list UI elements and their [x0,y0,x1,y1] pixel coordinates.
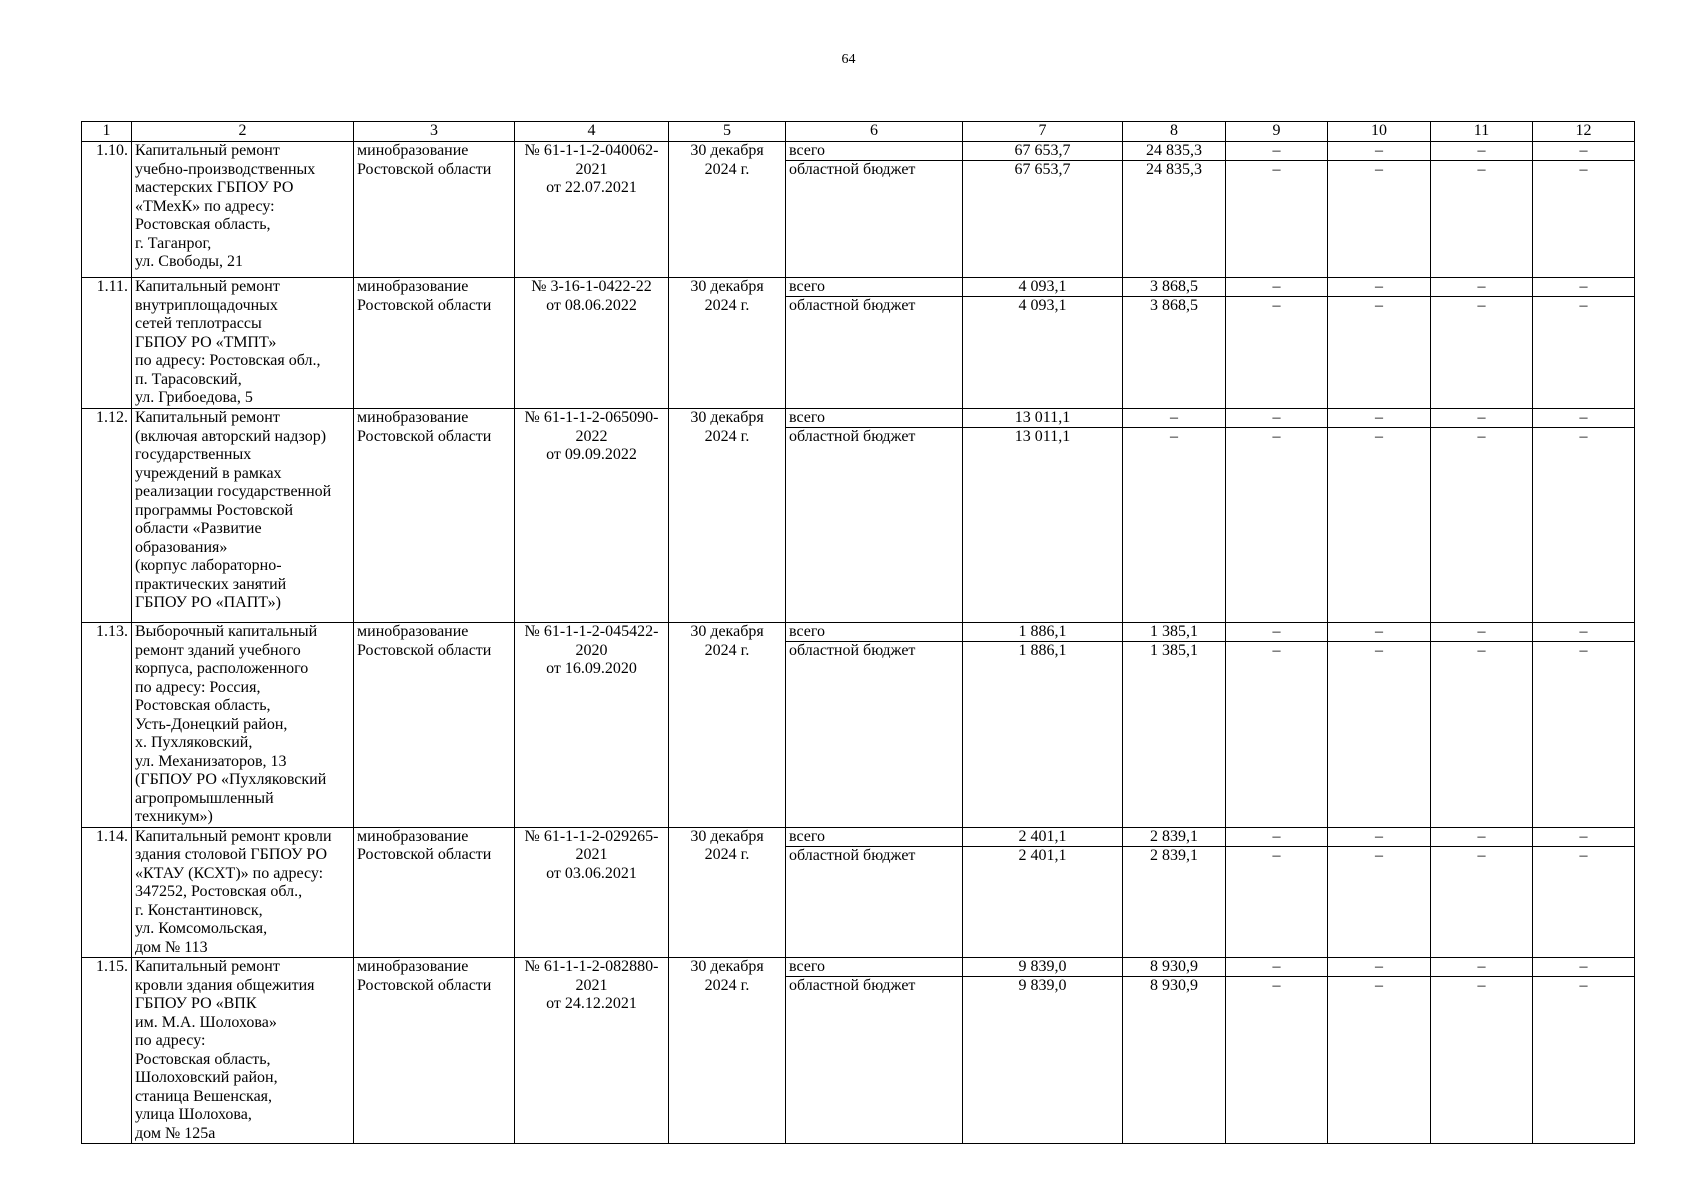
value-cell-c9 [1226,142,1328,278]
row-number: 1.13. [82,623,132,828]
value-c11-regional: – [1477,161,1486,178]
agency: минобразование Ростовской области [354,142,515,278]
header-cell: 4 [515,122,669,142]
value-c9-total: – [1226,958,1327,977]
value-cell-c9 [1226,409,1328,623]
value-c12-total: – [1533,828,1634,847]
value-cell-c12 [1533,278,1635,409]
table-row [82,409,1635,623]
value-cell-c12 [1533,827,1635,958]
value-c8-regional: – [1170,428,1178,445]
value-c11-regional: – [1477,297,1486,314]
header-cell: 3 [354,122,515,142]
row-number: 1.10. [82,142,132,278]
value-cell-c11 [1431,623,1533,828]
value-cell-c8 [1123,958,1226,1144]
deadline: 30 декабря 2024 г. [669,409,786,623]
value-cell-c7 [963,958,1123,1144]
value-cell-c8 [1123,409,1226,623]
expert-conclusion: № 61-1-1-2-045422- 2020 от 16.09.2020 [515,623,669,828]
agency: минобразование Ростовской области [354,958,515,1144]
header-cell: 6 [786,122,963,142]
header-cell: 10 [1328,122,1431,142]
table-row [82,958,1635,1144]
value-cell-c12 [1533,623,1635,828]
value-c10-regional: – [1375,977,1383,994]
value-c10-total: – [1328,142,1430,161]
funding-sources [786,827,963,958]
value-cell-c9 [1226,827,1328,958]
header-cell: 12 [1533,122,1635,142]
value-cell-c12 [1533,958,1635,1144]
value-cell-c7 [963,623,1123,828]
value-cell-c8 [1123,142,1226,278]
value-c10-regional: – [1375,846,1383,864]
expert-conclusion: № 61-1-1-2-029265- 2021 от 03.06.2021 [515,827,669,958]
value-c9-regional: – [1272,846,1281,864]
header-cell: 7 [963,122,1123,142]
value-c10-regional: – [1375,161,1383,178]
value-c8-total: 24 835,3 [1123,142,1225,161]
object-name: Капитальный ремонт кровли здания общежития ГБПОУ РО «ВПК им. М.А. Шолохова» по адресу: Ростовская область, Шолоховский район, станица Вешенская, улица Шолохова, дом № 125а [132,958,354,1144]
value-c7-regional: 13 011,1 [1014,428,1071,445]
value-c10-regional: – [1375,642,1383,659]
value-cell-c7 [963,278,1123,409]
value-c7-total: 2 401,1 [963,828,1122,847]
value-cell-c12 [1533,409,1635,623]
row-number: 1.11. [82,278,132,409]
value-c11-total: – [1431,623,1532,642]
value-c7-regional: 1 886,1 [1018,642,1067,659]
value-c12-total: – [1533,958,1634,977]
header-cell: 11 [1431,122,1533,142]
value-c10-total: – [1328,828,1430,847]
value-cell-c12 [1533,142,1635,278]
value-c11-total: – [1431,409,1532,428]
value-c12-total: – [1533,409,1634,428]
value-c8-total: 3 868,5 [1123,278,1225,297]
value-c11-total: – [1431,142,1532,161]
value-c8-total: 2 839,1 [1123,828,1225,847]
value-c7-regional: 4 093,1 [1018,297,1067,314]
value-cell-c8 [1123,623,1226,828]
value-c8-regional: 8 930,9 [1150,977,1198,994]
value-c8-regional: 2 839,1 [1150,846,1198,864]
header-cell: 2 [132,122,354,142]
value-c10-total: – [1328,409,1430,428]
value-c7-total: 1 886,1 [963,623,1122,642]
source-regional-budget: областной бюджет [789,642,916,659]
value-c9-total: – [1226,278,1327,297]
value-c8-total: 1 385,1 [1123,623,1225,642]
table-header-row [82,122,1635,142]
table-row [82,623,1635,828]
value-c10-total: – [1328,958,1430,977]
value-c9-total: – [1226,623,1327,642]
value-c12-total: – [1533,142,1634,161]
object-name: Выборочный капитальный ремонт зданий учебного корпуса, расположенного по адресу: Россия, Ростовская область, Усть-Донецкий район, х. Пухляковский, ул. Механизаторов, 13 (ГБПОУ РО «Пухляковский агропромышленный техникум») [132,623,354,828]
source-total: всего [786,828,962,847]
agency: минобразование Ростовской области [354,827,515,958]
value-c11-regional: – [1477,642,1486,659]
expert-conclusion: № 61-1-1-2-040062- 2021 от 22.07.2021 [515,142,669,278]
object-name: Капитальный ремонт кровли здания столовой ГБПОУ РО «КТАУ (КСХТ)» по адресу: 347252, Ростовская обл., г. Константиновск, ул. Комсомольская, дом № 113 [132,827,354,958]
value-c12-regional: – [1579,846,1588,864]
value-c7-regional: 2 401,1 [1018,846,1067,864]
value-c9-regional: – [1272,161,1281,178]
value-c8-regional: 24 835,3 [1146,161,1202,178]
value-c11-total: – [1431,278,1532,297]
value-cell-c11 [1431,827,1533,958]
deadline: 30 декабря 2024 г. [669,958,786,1144]
value-c11-regional: – [1477,977,1486,994]
value-cell-c7 [963,827,1123,958]
value-c8-regional: 1 385,1 [1150,642,1198,659]
value-c10-total: – [1328,623,1430,642]
expert-conclusion: № 3-16-1-0422-22 от 08.06.2022 [515,278,669,409]
value-cell-c11 [1431,409,1533,623]
value-c7-total: 4 093,1 [963,278,1122,297]
agency: минобразование Ростовской области [354,409,515,623]
funding-sources [786,142,963,278]
value-cell-c10 [1328,827,1431,958]
source-regional-budget: областной бюджет [789,297,916,314]
object-name: Капитальный ремонт (включая авторский надзор) государственных учреждений в рамках реализации государственной программы Ростовской области «Развитие образования» (корпус лабораторно- практических занятий ГБПОУ РО «ПАПТ») [132,409,354,623]
row-number: 1.14. [82,827,132,958]
value-c12-regional: – [1579,428,1588,445]
value-cell-c9 [1226,623,1328,828]
value-cell-c11 [1431,278,1533,409]
value-c12-total: – [1533,623,1634,642]
expert-conclusion: № 61-1-1-2-082880- 2021 от 24.12.2021 [515,958,669,1144]
value-c9-regional: – [1272,642,1281,659]
value-c12-regional: – [1579,977,1588,994]
page-number: 64 [841,52,856,67]
table-row [82,827,1635,958]
value-c12-regional: – [1579,297,1588,314]
value-c7-total: 13 011,1 [963,409,1122,428]
row-number: 1.15. [82,958,132,1144]
value-c9-regional: – [1272,428,1281,445]
source-regional-budget: областной бюджет [789,977,916,994]
value-c7-regional: 9 839,0 [1018,977,1067,994]
source-total: всего [786,623,962,642]
value-cell-c10 [1328,278,1431,409]
funding-sources [786,409,963,623]
deadline: 30 декабря 2024 г. [669,278,786,409]
header-cell: 1 [82,122,132,142]
funding-sources [786,623,963,828]
source-regional-budget: областной бюджет [789,846,916,864]
value-c8-total: 8 930,9 [1123,958,1225,977]
value-c10-regional: – [1375,428,1383,445]
value-c9-regional: – [1272,297,1281,314]
funding-sources [786,278,963,409]
table-row [82,278,1635,409]
deadline: 30 декабря 2024 г. [669,142,786,278]
table-body [82,122,1635,1144]
agency: минобразование Ростовской области [354,278,515,409]
value-c9-total: – [1226,828,1327,847]
value-c12-regional: – [1579,642,1588,659]
value-c12-total: – [1533,278,1634,297]
header-cell: 5 [669,122,786,142]
value-cell-c10 [1328,623,1431,828]
agency: минобразование Ростовской области [354,623,515,828]
value-cell-c10 [1328,958,1431,1144]
value-c11-regional: – [1477,428,1486,445]
value-cell-c7 [963,142,1123,278]
object-name: Капитальный ремонт учебно-производственных мастерских ГБПОУ РО «ТМехК» по адресу: Ростовская область, г. Таганрог, ул. Свободы, 21 [132,142,354,278]
deadline: 30 декабря 2024 г. [669,623,786,828]
value-cell-c10 [1328,409,1431,623]
header-cell: 8 [1123,122,1226,142]
value-cell-c11 [1431,142,1533,278]
value-cell-c9 [1226,958,1328,1144]
value-cell-c10 [1328,142,1431,278]
value-c12-regional: – [1579,161,1588,178]
value-c11-regional: – [1477,846,1486,864]
value-cell-c9 [1226,278,1328,409]
source-total: всего [786,958,962,977]
value-c7-total: 9 839,0 [963,958,1122,977]
source-regional-budget: областной бюджет [789,428,916,445]
table-row [82,142,1635,278]
row-number: 1.12. [82,409,132,623]
value-c9-regional: – [1272,977,1281,994]
source-total: всего [786,142,962,161]
value-c10-total: – [1328,278,1430,297]
source-total: всего [786,409,962,428]
expert-conclusion: № 61-1-1-2-065090- 2022 от 09.09.2022 [515,409,669,623]
value-cell-c8 [1123,278,1226,409]
value-c8-total: – [1123,409,1225,428]
value-cell-c8 [1123,827,1226,958]
value-c7-regional: 67 653,7 [1014,161,1071,178]
value-c11-total: – [1431,828,1532,847]
deadline: 30 декабря 2024 г. [669,827,786,958]
program-table [81,121,1635,1144]
source-total: всего [786,278,962,297]
header-cell: 9 [1226,122,1328,142]
object-name: Капитальный ремонт внутриплощадочных сетей теплотрассы ГБПОУ РО «ТМПТ» по адресу: Ростовская обл., п. Тарасовский, ул. Грибоедова, 5 [132,278,354,409]
value-c8-regional: 3 868,5 [1150,297,1198,314]
funding-sources [786,958,963,1144]
value-c11-total: – [1431,958,1532,977]
value-cell-c11 [1431,958,1533,1144]
source-regional-budget: областной бюджет [789,161,916,178]
value-c7-total: 67 653,7 [963,142,1122,161]
value-c9-total: – [1226,142,1327,161]
value-cell-c7 [963,409,1123,623]
value-c9-total: – [1226,409,1327,428]
value-c10-regional: – [1375,297,1383,314]
